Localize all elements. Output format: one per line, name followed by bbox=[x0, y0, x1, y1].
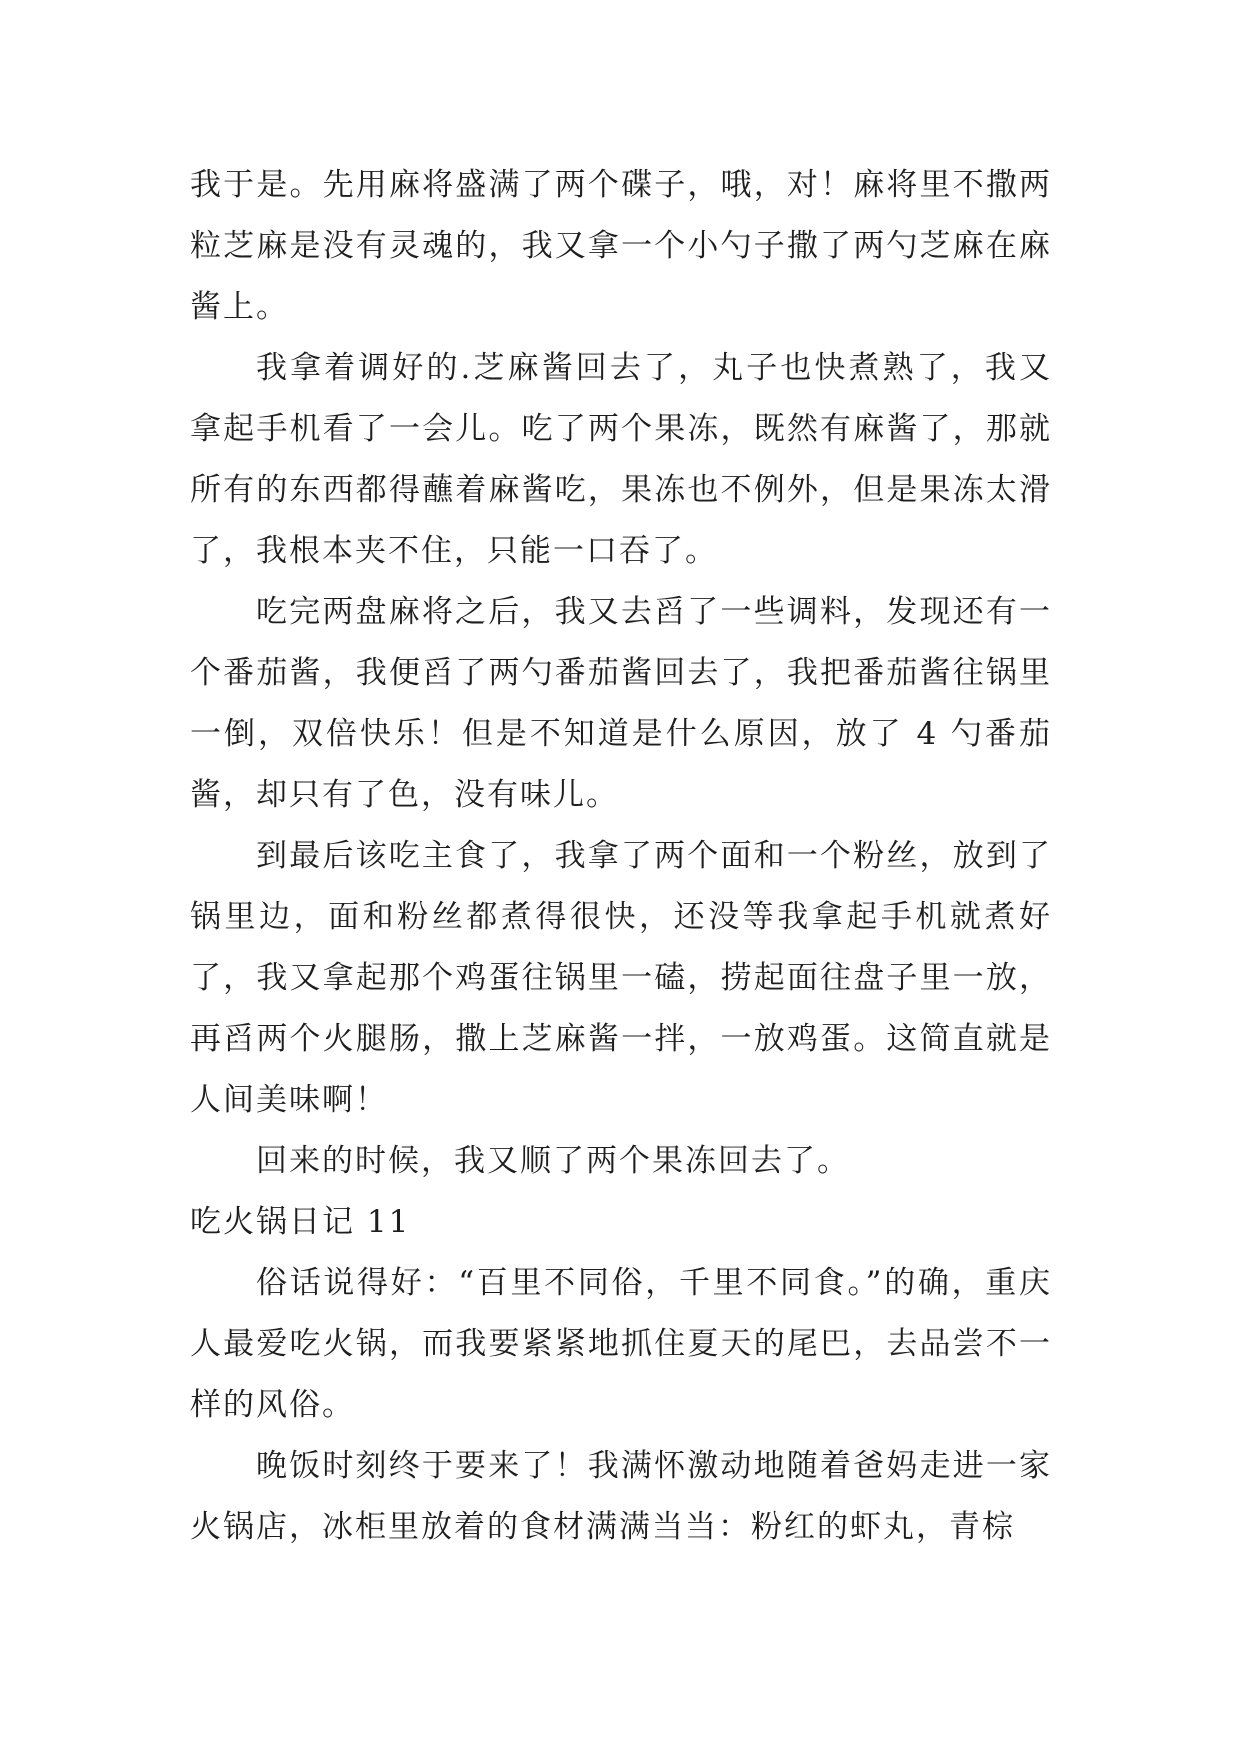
paragraph: 回来的时候，我又顺了两个果冻回去了。 bbox=[256, 1143, 850, 1179]
section-title: 吃火锅日记 11 bbox=[190, 1204, 411, 1240]
paragraph: 到最后该吃主食了，我拿了两个面和一个粉丝，放到了锅里边，面和粉丝都煮得很快，还没等我拿起手机就煮好了，我又拿起那个鸡蛋往锅里一磕，捞起面往盘子里一放，再舀两个火腿肠，撒上芝麻酱一拌，一放鸡蛋。这简直就是人间美味啊！ bbox=[190, 838, 1052, 1118]
paragraph: 俗话说得好：“百里不同俗，千里不同食。”的确，重庆人最爱吃火锅，而我要紧紧地抓住夏天的尾巴，去品尝不一样的风俗。 bbox=[190, 1265, 1052, 1423]
document-body bbox=[190, 0, 1052, 1558]
paragraph: 晚饭时刻终于要来了！我满怀激动地随着爸妈走进一家火锅店，冰柜里放着的食材满满当当：粉红的虾丸，青棕 bbox=[190, 1448, 1052, 1545]
paragraph: 吃完两盘麻将之后，我又去舀了一些调料，发现还有一个番茄酱，我便舀了两勺番茄酱回去了，我把番茄酱往锅里一倒，双倍快乐！但是不知道是什么原因，放了 4 勺番茄酱，却只有了色，没有味儿。 bbox=[190, 594, 1052, 813]
paragraph-continued: 我于是。先用麻将盛满了两个碟子，哦，对！麻将里不撒两粒芝麻是没有灵魂的，我又拿一个小勺子撒了两勺芝麻在麻酱上。 bbox=[190, 167, 1052, 325]
paragraph: 我拿着调好的.芝麻酱回去了，丸子也快煮熟了，我又拿起手机看了一会儿。吃了两个果冻，既然有麻酱了，那就所有的东西都得蘸着麻酱吃，果冻也不例外，但是果冻太滑了，我根本夹不住，只能一口吞了。 bbox=[190, 350, 1052, 569]
